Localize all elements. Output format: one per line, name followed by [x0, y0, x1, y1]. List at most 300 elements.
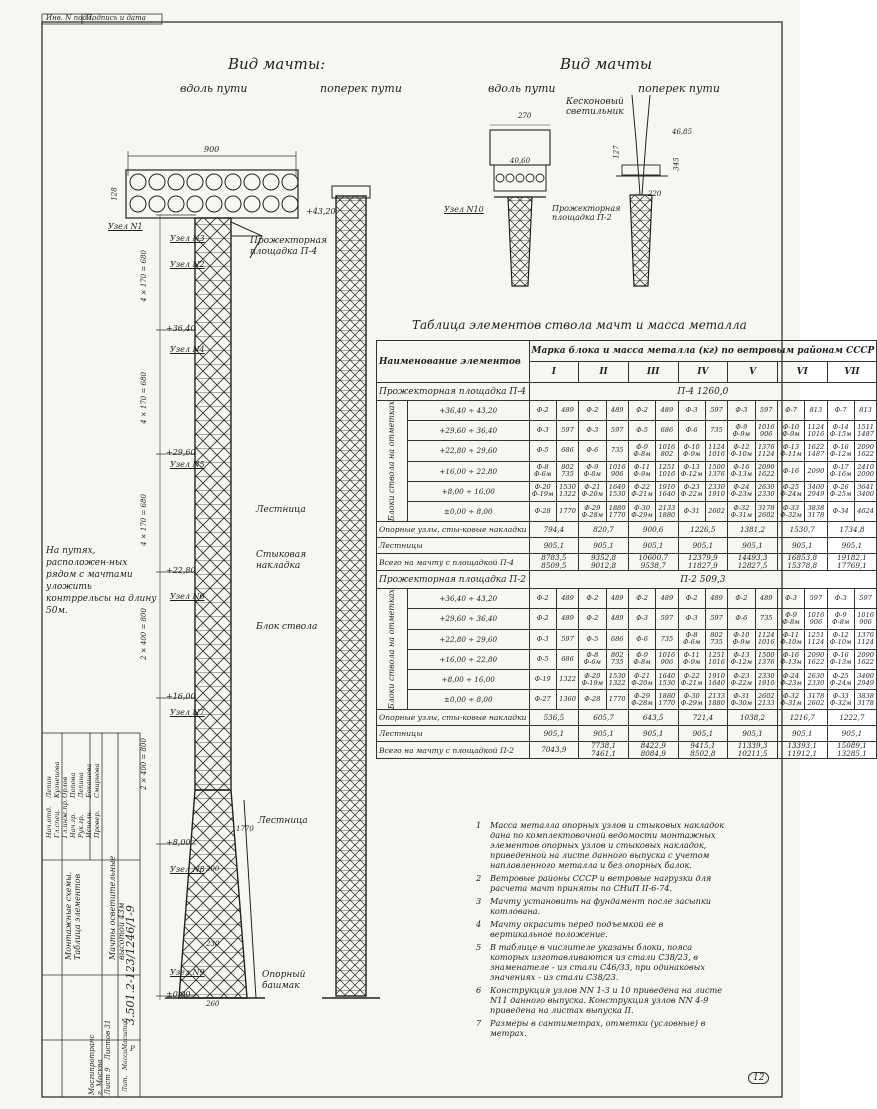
row-range: +22,80 ÷ 29,60 — [407, 629, 529, 649]
step-200: 200 — [206, 865, 220, 873]
mark-cell: Ф-29 Ф-28м — [628, 690, 655, 710]
dim-345: 345 — [672, 157, 681, 171]
note-text: Ветровые районы СССР и ветровые нагрузки для расчета мачт приняты по СНиП II-6-74. — [490, 873, 712, 893]
mass-cell: 735 — [656, 629, 678, 649]
mass-cell: 735 — [705, 421, 727, 441]
mark-cell: Ф-2 — [529, 589, 556, 609]
mark-cell: Ф-10 Ф-9м — [728, 629, 755, 649]
mass-cell: 597 — [705, 609, 727, 629]
label-node10: Узел N10 — [444, 205, 484, 214]
lamp-circle — [187, 174, 203, 190]
note-number: 5 — [476, 942, 482, 952]
mass-cell: 489 — [556, 401, 578, 421]
mark-cell: Ф-10 Ф-9м — [777, 421, 804, 441]
mark-cell: Ф-9 Ф-9м — [728, 421, 755, 441]
note-item — [476, 919, 726, 939]
mass-cell: 3400 2949 — [854, 669, 876, 689]
row-label: Лестницы — [377, 726, 530, 742]
value-cell: 8783,5 8509,5 — [529, 554, 579, 571]
step-230: 230 — [206, 940, 220, 948]
mass-cell: 2602 — [705, 501, 727, 521]
mass-cell: 1016 906 — [755, 421, 777, 441]
footer-stamp: 12 — [748, 1072, 769, 1084]
elev-2280: +22,80 — [166, 566, 196, 575]
mark-cell: Ф-17 Ф-16м — [827, 461, 854, 481]
mass-cell: 1251 1016 — [705, 649, 727, 669]
lamp-circle — [168, 196, 184, 212]
label-node6: Узел N6 — [170, 592, 205, 601]
mass-cell: 2090 1622 — [755, 461, 777, 481]
label-platform-p4: Прожекторная площадка П-4 — [250, 236, 327, 257]
signoff-name: Кузнецова — [53, 761, 61, 798]
value-cell: 1038,2 — [728, 710, 778, 726]
value-cell: 905,1 — [529, 726, 579, 742]
mass-cell: 597 — [805, 589, 827, 609]
mark-cell: Ф-32 Ф-31м — [728, 501, 755, 521]
signoff-name: Лепин — [45, 776, 53, 798]
value-cell: 13393,1 11912,1 — [777, 742, 827, 759]
region-header: IV — [678, 362, 728, 383]
mark-cell: Ф-31 — [678, 501, 705, 521]
lamp-circle — [206, 174, 222, 190]
elev-1600: +16,00 — [166, 692, 196, 701]
mark-cell: Ф-3 — [827, 589, 854, 609]
col-group-header: Марка блока и масса металла (кг) по ветровым районам СССР — [529, 341, 877, 362]
mass-cell: 489 — [606, 401, 628, 421]
value-cell: 905,1 — [728, 726, 778, 742]
section-label: Прожекторная площадка П-4 — [377, 383, 530, 401]
sheet-number: Лист 9 — [104, 1067, 112, 1095]
mass-cell: 1770 — [556, 501, 578, 521]
value-cell: 721,4 — [678, 710, 728, 726]
mass-cell: 1622 1487 — [805, 441, 827, 461]
section-value: П-4 1260,0 — [529, 383, 877, 401]
view-right-along: вдоль пути — [488, 82, 556, 95]
mark-cell: Ф-9 Ф-8м — [628, 649, 655, 669]
signoff-row — [53, 761, 61, 838]
value-cell: 9415,1 8502,8 — [678, 742, 728, 759]
mark-cell: Ф-22 Ф-21м — [628, 481, 655, 501]
note-item — [476, 985, 726, 1015]
mark-cell: Ф-23 Ф-22м — [728, 669, 755, 689]
lamp-circle — [526, 174, 534, 182]
lamp-circle — [206, 196, 222, 212]
mass-cell: 597 — [556, 421, 578, 441]
mass-cell: 1016 906 — [805, 609, 827, 629]
row-range: +29,60 ÷ 36,40 — [407, 609, 529, 629]
mark-cell: Ф-29 Ф-28м — [579, 501, 606, 521]
mark-cell: Ф-33 Ф-32м — [827, 690, 854, 710]
mass-cell: 597 — [854, 589, 876, 609]
value-cell: 8422,9 8084,9 — [628, 742, 678, 759]
region-header: V — [728, 362, 778, 383]
value-cell: 14493,3 12827,5 — [728, 554, 778, 571]
label-node4: Узел N4 — [170, 345, 205, 354]
mark-cell: Ф-13 Ф-12м — [678, 461, 705, 481]
signoff-role: Провер. — [93, 810, 101, 838]
section-value: П-2 509,3 — [529, 571, 877, 589]
floodlight-lamps — [130, 174, 298, 212]
mark-cell: Ф-5 — [529, 441, 556, 461]
mass-cell: 2410 2090 — [854, 461, 876, 481]
note-item — [476, 896, 726, 916]
mass-cell: 1360 — [556, 690, 578, 710]
lamp-circle — [244, 196, 260, 212]
signoff-role: Гл.спец. — [53, 809, 61, 838]
mass-cell: 1530 1322 — [606, 669, 628, 689]
mast-base — [179, 790, 247, 998]
mark-cell: Ф-9 Ф-8м — [827, 609, 854, 629]
mark-cell: Ф-16 Ф-13м — [728, 461, 755, 481]
block-group-text: Блоки ствола на отметках — [387, 589, 397, 710]
mark-cell: Ф-3 — [628, 609, 655, 629]
value-cell: 905,1 — [678, 726, 728, 742]
note-number: 1 — [476, 820, 482, 830]
label-splice: Стыковая накладка — [256, 550, 307, 571]
mark-cell: Ф-9 Ф-8м — [628, 441, 655, 461]
value-cell: 905,1 — [678, 538, 728, 554]
mass-cell: 4624 — [854, 501, 876, 521]
mark-cell: Ф-34 — [827, 501, 854, 521]
elements-table — [376, 340, 875, 759]
mark-cell: Ф-14 Ф-15м — [827, 421, 854, 441]
mark-cell: Ф-28 — [579, 690, 606, 710]
mark-cell: Ф-11 Ф-9м — [628, 461, 655, 481]
value-cell: 16853,8 15378,8 — [777, 554, 827, 571]
mass-cell: 489 — [755, 589, 777, 609]
mass-cell: 813 — [854, 401, 876, 421]
mass-cell: 1530 1322 — [556, 481, 578, 501]
mark-cell: Ф-6 — [728, 609, 755, 629]
mass-cell: 2630 2330 — [805, 669, 827, 689]
mass-cell: 1376 1124 — [854, 629, 876, 649]
dim-270: 270 — [518, 112, 532, 120]
region-header: III — [628, 362, 678, 383]
elev-2960: +29,60 — [166, 448, 196, 457]
value-cell: 905,1 — [777, 726, 827, 742]
mark-cell: Ф-8 Ф-6м — [529, 461, 556, 481]
mark-cell: Ф-2 — [728, 589, 755, 609]
mark-cell: Ф-2 — [579, 609, 606, 629]
mark-cell: Ф-3 — [678, 609, 705, 629]
signoff-name: Орлов — [61, 776, 69, 798]
row-label: Всего на мачту с площадкой П-4 — [377, 554, 530, 571]
mark-cell: Ф-33 Ф-32м — [777, 501, 804, 521]
mark-cell: Ф-3 — [529, 629, 556, 649]
note-number: 4 — [476, 919, 482, 929]
signoff-name: Смирнова — [93, 763, 101, 798]
mass-cell: 489 — [556, 589, 578, 609]
signoff-name: Бокашова — [85, 763, 93, 798]
mass-cell: 1910 1640 — [705, 669, 727, 689]
mark-cell: Ф-8 Ф-6м — [579, 649, 606, 669]
mast-across-view — [322, 186, 380, 998]
value-cell: 1381,2 — [728, 522, 778, 538]
signoff-role: Нач.гр. — [69, 812, 77, 838]
mass-cell: 489 — [606, 609, 628, 629]
lamp-circle — [263, 174, 279, 190]
dim-4685: 46,85 — [672, 128, 693, 136]
value-cell: 605,7 — [579, 710, 629, 726]
signoff-row — [69, 761, 77, 838]
hdr-lit: Лит. — [122, 1075, 129, 1092]
value-cell: 905,1 — [529, 538, 579, 554]
mark-cell: Ф-23 Ф-22м — [678, 481, 705, 501]
value-cell: 1222,7 — [827, 710, 877, 726]
dim-220: 220 — [648, 190, 662, 198]
value-cell: 11339,3 10211,5 — [728, 742, 778, 759]
value-cell: 536,5 — [529, 710, 579, 726]
mass-cell: 735 — [606, 441, 628, 461]
mass-cell: 1124 1016 — [805, 421, 827, 441]
region-header: VI — [777, 362, 827, 383]
value-cell: 643,5 — [628, 710, 678, 726]
signoff-row — [61, 761, 69, 838]
label-lamp: Кесконовый светильник — [566, 97, 624, 117]
row-range: +16,00 ÷ 22,80 — [407, 461, 529, 481]
mass-cell: 1016 802 — [656, 441, 678, 461]
mark-cell: Ф-5 — [529, 649, 556, 669]
mass-cell: 802 735 — [606, 649, 628, 669]
lamp-circle — [282, 196, 298, 212]
mass-cell: 1016 906 — [854, 609, 876, 629]
row-range: +8,00 ÷ 16,00 — [407, 481, 529, 501]
note-text: Размеры в сантиметрах, отметки (условные) в метрах. — [490, 1018, 706, 1038]
seg-2: 4 × 170 = 680 — [139, 372, 148, 424]
mark-cell: Ф-16 Ф-13м — [777, 649, 804, 669]
mass-cell: 1251 1016 — [656, 461, 678, 481]
mass-cell: 1016 906 — [606, 461, 628, 481]
row-range: +16,00 ÷ 22,80 — [407, 649, 529, 669]
mark-cell: Ф-16 — [777, 461, 804, 481]
value-cell: 1226,5 — [678, 522, 728, 538]
mark-cell: Ф-24 Ф-23м — [777, 669, 804, 689]
dim-900: 900 — [204, 145, 220, 154]
mass-cell: 735 — [755, 609, 777, 629]
archive-label-sign: Подпись и дата — [86, 14, 146, 22]
row-range: +8,00 ÷ 16,00 — [407, 669, 529, 689]
label-ladder2: Лестница — [258, 816, 308, 826]
label-base: Опорный башмак — [262, 970, 306, 991]
mark-cell: Ф-7 — [827, 401, 854, 421]
mark-cell: Ф-30 Ф-29м — [678, 690, 705, 710]
signoff-role: Гл.инж.пр. — [61, 799, 69, 838]
mark-cell: Ф-27 — [529, 690, 556, 710]
label-node3: Узел N3 — [170, 234, 205, 243]
mark-cell: Ф-2 — [579, 589, 606, 609]
mass-cell: 686 — [656, 421, 678, 441]
value-cell: 9352,8 9012,8 — [579, 554, 629, 571]
mass-cell: 3400 2949 — [805, 481, 827, 501]
mass-cell: 1511 1487 — [854, 421, 876, 441]
mast-p2-views — [490, 95, 668, 286]
archive-label-inv: Инв. N подл. — [46, 14, 94, 22]
signoff-row — [45, 761, 53, 838]
mass-cell: 3178 2602 — [755, 501, 777, 521]
mark-cell: Ф-3 — [728, 401, 755, 421]
note-text: Мачту установить на фундамент после засыпки котлована. — [490, 896, 712, 916]
lamp-circle — [187, 196, 203, 212]
mark-cell: Ф-2 — [529, 609, 556, 629]
note-number: 6 — [476, 985, 482, 995]
label-platform-p2: Прожекторная площадка П-2 — [552, 204, 621, 222]
mark-cell: Ф-2 — [628, 589, 655, 609]
mass-cell: 686 — [556, 649, 578, 669]
mark-cell: Ф-3 — [777, 589, 804, 609]
row-range: +36,40 ÷ 43,20 — [407, 401, 529, 421]
lamp-circle — [506, 174, 514, 182]
mass-cell: 1910 1640 — [656, 481, 678, 501]
dim-128: 128 — [110, 187, 119, 201]
row-range: +22,80 ÷ 29,60 — [407, 441, 529, 461]
mark-cell: Ф-6 — [678, 421, 705, 441]
mass-cell: 1016 906 — [656, 649, 678, 669]
mark-cell: Ф-16 Ф-12м — [827, 441, 854, 461]
mark-cell: Ф-24 Ф-23м — [728, 481, 755, 501]
mark-cell: Ф-32 Ф-31м — [777, 690, 804, 710]
mass-cell: 1500 1376 — [705, 461, 727, 481]
mass-cell: 813 — [805, 401, 827, 421]
org-name: Мосгипротранс г. Москва — [88, 1034, 104, 1095]
sheet-title: Мачты осветительные высотой 43м — [108, 855, 126, 960]
lamp-circle — [225, 174, 241, 190]
mark-cell: Ф-9 Ф-8м — [777, 609, 804, 629]
mass-cell: 2133 1880 — [656, 501, 678, 521]
signoff-row — [85, 761, 93, 838]
step-1770: 1770 — [236, 825, 254, 833]
mass-cell: 489 — [656, 589, 678, 609]
mass-cell: 489 — [705, 589, 727, 609]
sheet-count: Листов 31 — [104, 1019, 112, 1060]
mass-cell: 1376 1124 — [755, 441, 777, 461]
mass-cell: 2330 1910 — [755, 669, 777, 689]
mark-cell: Ф-30 Ф-29м — [628, 501, 655, 521]
mark-cell: Ф-13 Ф-11м — [777, 441, 804, 461]
dim-127: 127 — [612, 145, 621, 159]
mark-cell: Ф-25 Ф-24м — [777, 481, 804, 501]
label-node1: Узел N1 — [108, 222, 143, 231]
mark-cell: Ф-12 Ф-10м — [728, 441, 755, 461]
mark-cell: Ф-9 Ф-8м — [579, 461, 606, 481]
mass-cell: 597 — [656, 609, 678, 629]
mass-cell: 597 — [755, 401, 777, 421]
lamp-circle — [225, 196, 241, 212]
value-cell: 905,1 — [628, 538, 678, 554]
signoff-role: Нач.отд. — [45, 806, 53, 838]
mark-cell: Ф-28 — [529, 501, 556, 521]
floodlight-panel — [126, 170, 298, 218]
mass-cell: 2090 1622 — [805, 649, 827, 669]
mass-cell: 2090 1622 — [854, 441, 876, 461]
mark-cell: Ф-11 Ф-9м — [678, 649, 705, 669]
block-group-label — [377, 401, 408, 522]
mass-cell: 3641 3400 — [854, 481, 876, 501]
mark-cell: Ф-6 — [628, 629, 655, 649]
mass-cell: 2630 2330 — [755, 481, 777, 501]
mark-cell: Ф-22 Ф-21м — [678, 669, 705, 689]
region-header: I — [529, 362, 579, 383]
seg-4: 2 × 400 = 800 — [139, 608, 148, 660]
title-block-roles — [45, 761, 101, 838]
value-cell: 820,7 — [579, 522, 629, 538]
col-name-header: Наименование элементов — [377, 341, 530, 383]
mark-cell: Ф-20 Ф-19м — [579, 669, 606, 689]
mass-cell: 1880 1770 — [656, 690, 678, 710]
note-text: В таблице в числителе указаны блоки, пояса которых изготавливаются из стали С38/23, в знаменателе - из стали С46/33, при одинаковых значениях - из стали С38/23. — [490, 942, 705, 982]
lamp-circle — [282, 174, 298, 190]
label-block: Блок ствола — [256, 622, 318, 632]
lamp-circle — [536, 174, 544, 182]
mass-cell: 3178 2602 — [805, 690, 827, 710]
mark-cell: Ф-12 Ф-10м — [827, 629, 854, 649]
seg-3: 4 × 170 = 680 — [139, 494, 148, 546]
notes-list — [476, 820, 726, 1041]
note-item — [476, 820, 726, 870]
label-node8: Узел N8 — [170, 865, 205, 874]
mark-cell: Ф-20 Ф-19м — [529, 481, 556, 501]
signoff-row — [77, 761, 85, 838]
note-item — [476, 942, 726, 982]
note-text: Конструкция узлов NN 1-3 и 10 приведена на листе N11 данного выпуска. Конструкция узлов NN 4-9 приведена на листах выпуска II. — [490, 985, 723, 1015]
note-item — [476, 1018, 726, 1038]
note-text: Мачту окрасить перед подъемкой ее в вертикальное положение. — [490, 919, 664, 939]
mark-cell: Ф-3 — [579, 421, 606, 441]
row-label: Опорные узлы, сты-ковые накладки — [377, 522, 530, 538]
mass-cell: 802 735 — [556, 461, 578, 481]
section-label: Прожекторная площадка П-2 — [377, 571, 530, 589]
mark-cell: Ф-2 — [678, 589, 705, 609]
mass-cell: 597 — [705, 401, 727, 421]
value-cell: 12379,9 11827,9 — [678, 554, 728, 571]
region-header: VII — [827, 362, 877, 383]
row-label: Опорные узлы, сты-ковые накладки — [377, 710, 530, 726]
side-note: На путях, расположен-ных рядом с мачтами уложить контррельсы на длину 50м. — [46, 546, 157, 616]
value-cell: 905,1 — [628, 726, 678, 742]
value-cell: 7043,9 — [529, 742, 579, 759]
value-cell: 7738,1 7461,1 — [579, 742, 629, 759]
value-cell: 1216,7 — [777, 710, 827, 726]
mark-cell: Ф-26 Ф-25м — [827, 481, 854, 501]
mass-cell: 802 735 — [705, 629, 727, 649]
signoff-role: Исполн. — [85, 810, 93, 838]
mass-cell: 3838 3178 — [805, 501, 827, 521]
region-header: II — [579, 362, 629, 383]
mass-cell: 597 — [606, 421, 628, 441]
hdr-mass: Масса — [122, 1049, 129, 1070]
mark-cell: Ф-31 Ф-30м — [728, 690, 755, 710]
mark-cell: Ф-16 Ф-13м — [827, 649, 854, 669]
value-cell: 905,1 — [579, 538, 629, 554]
mark-cell: Ф-21 Ф-20м — [579, 481, 606, 501]
mark-cell: Ф-2 — [579, 401, 606, 421]
note-number: 3 — [476, 896, 482, 906]
value-cell: 1530,7 — [777, 522, 827, 538]
row-label: Лестницы — [377, 538, 530, 554]
view-left-along: вдоль пути — [180, 82, 248, 95]
view-right-across: поперек пути — [638, 82, 720, 95]
elev-000: ±0,00 — [166, 990, 191, 999]
view-left-across: поперек пути — [320, 82, 402, 95]
mass-cell: 2602 2133 — [755, 690, 777, 710]
label-node2: Узел N2 — [170, 260, 205, 269]
value-cell: 900,6 — [628, 522, 678, 538]
label-node7: Узел N7 — [170, 708, 205, 717]
mass-cell: 2090 1622 — [854, 649, 876, 669]
value-cell: 15089,1 13285,1 — [827, 742, 877, 759]
mass-cell: 1770 — [606, 690, 628, 710]
signoff-name: Лепина — [77, 772, 85, 798]
mark-cell: Ф-11 Ф-10м — [777, 629, 804, 649]
